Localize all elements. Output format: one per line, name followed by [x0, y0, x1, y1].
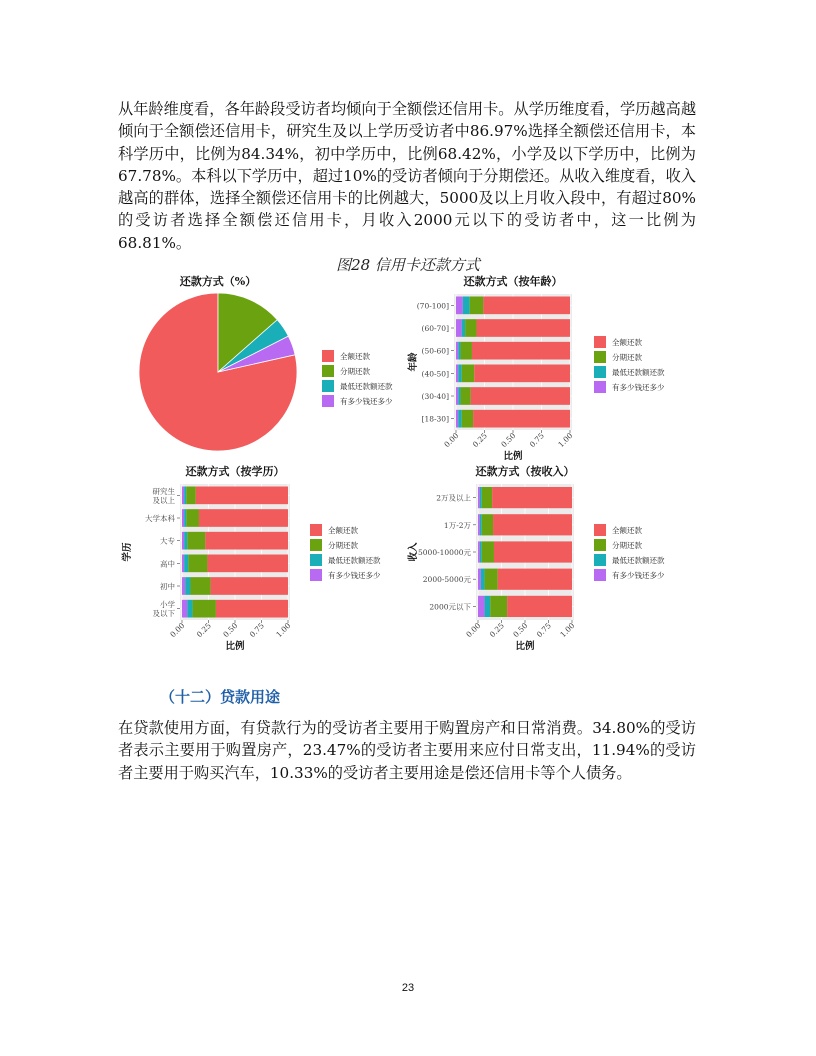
bar-segment: [462, 410, 473, 428]
bar-segment: [199, 509, 288, 527]
bar-segment: [470, 296, 484, 314]
x-tick-label: 1.00: [274, 621, 293, 640]
category-label: 大专: [160, 536, 175, 546]
bar-segment: [187, 532, 205, 550]
bar-segment: [458, 387, 460, 405]
bar-segment: [190, 577, 210, 595]
legend-swatch: [322, 350, 334, 362]
paragraph-age-education-income: 从年龄维度看，各年龄段受访者均倾向于全额偿还信用卡。从学历维度看，学历越高越倾向于全额偿还信用卡，研究生及以上学历受访者中86.97%选择全额偿还信用卡，本科学历中，比例为84.34%，初中学历中，比例68.42%，小学及以下学历中，比例为67.78%。本科以下学历中，超过10%的受访者倾向于分期偿还。从收入维度看，收入越高的群体，选择全额偿还信用卡的比例越大，5000及以上月收入段中，有超过80%的受访者选择全额偿还信用卡，月收入2000元以下的受访者中，这一比例为68.81%。: [118, 100, 696, 252]
category-label: 5000-10000元: [418, 548, 471, 557]
bar-segment: [485, 596, 491, 617]
age-stacked-bar-chart: [398, 272, 698, 462]
bar-segment: [462, 364, 475, 382]
legend-swatch: [594, 336, 606, 348]
bar-segment: [193, 600, 216, 618]
category-label: (70-100]: [416, 301, 449, 311]
bar-segment: [184, 554, 188, 572]
bar-segment: [185, 577, 190, 595]
y-axis-label: 年龄: [408, 352, 419, 372]
bar-segment: [480, 514, 482, 535]
bar-segment: [480, 541, 482, 562]
pie-chart: [120, 272, 410, 452]
bar-segment: [186, 486, 196, 504]
bar-segment: [182, 577, 185, 595]
category-label: 及以上: [152, 495, 175, 505]
bar-segment: [478, 541, 480, 562]
x-tick-label: 0.25: [470, 431, 489, 450]
category-label: 大学本科: [145, 514, 175, 523]
category-label: (50-60]: [421, 346, 449, 356]
bar-segment: [472, 342, 570, 360]
legend-label: 有多少钱还多少: [328, 571, 381, 580]
legend-label: 有多少钱还多少: [340, 397, 393, 406]
x-tick-label: 0.50: [221, 621, 240, 640]
bar-segment: [480, 487, 482, 508]
y-axis-label: 学历: [122, 542, 133, 562]
legend-swatch: [322, 380, 334, 392]
bar-segment: [461, 342, 472, 360]
legend-swatch: [594, 554, 606, 566]
bar-segment: [456, 364, 458, 382]
paragraph-loan-purpose: 在贷款使用方面，有贷款行为的受访者主要用于购置房产和日常消费。34.80%的受访者表示主要用于购置房产，23.47%的受访者主要用来应付日常支出，11.94%的受访者主要用于购买汽车，10.33%的受访者主要用途是偿还信用卡等个人债务。: [118, 719, 696, 782]
bar-segment: [182, 554, 184, 572]
legend-label: 最低还款额还款: [328, 556, 381, 565]
legend-label: 最低还款额还款: [612, 368, 665, 377]
x-tick-label: 0.00: [442, 431, 461, 450]
chart-title: 还款方式（按收入）: [475, 465, 575, 478]
bar-segment: [507, 596, 572, 617]
bar-segment: [478, 514, 480, 535]
legend-swatch: [594, 539, 606, 551]
category-label: (40-50]: [421, 369, 449, 379]
y-axis-label: 收入: [408, 542, 419, 562]
bar-segment: [494, 541, 572, 562]
x-tick-label: 0.75: [247, 621, 266, 640]
legend-swatch: [594, 381, 606, 393]
bar-segment: [465, 319, 476, 337]
figure-caption: 图28 信用卡还款方式: [336, 256, 480, 274]
legend-label: 全额还款: [612, 338, 642, 347]
legend-swatch: [310, 539, 322, 551]
x-tick-label: 1.00: [556, 431, 575, 450]
bar-segment: [461, 387, 471, 405]
bar-segment: [482, 487, 492, 508]
bar-segment: [187, 600, 192, 618]
bar-segment: [483, 296, 570, 314]
bar-segment: [463, 296, 470, 314]
legend-swatch: [310, 569, 322, 581]
legend-label: 分期还款: [340, 367, 370, 376]
category-label: 2000-5000元: [422, 575, 471, 585]
legend-swatch: [594, 351, 606, 363]
x-axis-label: 比例: [503, 451, 523, 462]
bar-segment: [458, 364, 461, 382]
bar-segment: [474, 364, 570, 382]
bar-segment: [485, 569, 498, 590]
legend-label: 最低还款额还款: [612, 556, 665, 565]
category-label: (60-70]: [421, 324, 449, 333]
bar-segment: [492, 487, 572, 508]
bar-segment: [196, 486, 288, 504]
x-tick-label: 0.50: [499, 431, 518, 450]
bar-segment: [482, 514, 493, 535]
legend-swatch: [322, 365, 334, 377]
chart-title: 还款方式（按年龄）: [463, 275, 563, 288]
income-stacked-bar-chart: [398, 462, 698, 652]
x-tick-label: 0.75: [534, 621, 553, 640]
bar-segment: [478, 569, 481, 590]
bar-segment: [473, 410, 570, 428]
x-axis-label: 比例: [225, 641, 245, 652]
bar-segment: [205, 532, 288, 550]
x-tick-label: 0.00: [168, 621, 187, 640]
bar-segment: [478, 596, 485, 617]
legend-label: 最低还款额还款: [340, 382, 393, 391]
legend-label: 全额还款: [328, 526, 358, 535]
bar-segment: [184, 486, 186, 504]
income-chart-panel: [398, 462, 698, 652]
x-tick-label: 0.50: [511, 621, 530, 640]
legend-swatch: [594, 569, 606, 581]
category-label: (30-40]: [421, 392, 449, 401]
x-axis-label: 比例: [515, 641, 535, 652]
legend-swatch: [594, 524, 606, 536]
category-label: [18-30]: [421, 414, 449, 424]
bar-segment: [481, 569, 485, 590]
legend-label: 有多少钱还多少: [612, 383, 665, 392]
bar-segment: [182, 509, 184, 527]
bar-segment: [478, 487, 480, 508]
bar-segment: [471, 387, 570, 405]
legend-swatch: [310, 524, 322, 536]
education-chart-panel: [112, 462, 412, 652]
bar-segment: [490, 596, 507, 617]
age-chart-panel: [398, 272, 698, 462]
education-stacked-bar-chart: [112, 462, 412, 652]
legend-swatch: [310, 554, 322, 566]
bar-segment: [477, 319, 570, 337]
bar-segment: [184, 509, 186, 527]
bar-segment: [456, 342, 458, 360]
bar-segment: [456, 319, 462, 337]
bar-segment: [458, 342, 460, 360]
category-label: 1万-2万: [443, 520, 471, 530]
bar-segment: [211, 577, 288, 595]
section-heading-loan-purpose: （十二）贷款用途: [160, 688, 281, 706]
x-tick-label: 0.25: [194, 621, 213, 640]
category-label: 初中: [160, 582, 175, 591]
bar-segment: [493, 514, 572, 535]
pie-chart-panel: [120, 272, 410, 452]
chart-title: 还款方式（按学历）: [185, 465, 285, 478]
chart-title: 还款方式（%）: [179, 275, 257, 288]
category-label: 小学: [160, 600, 175, 610]
bar-segment: [182, 532, 184, 550]
bar-segment: [498, 569, 572, 590]
category-label: 高中: [160, 559, 175, 569]
legend-label: 有多少钱还多少: [612, 571, 665, 580]
x-tick-label: 0.75: [527, 431, 546, 450]
legend-label: 全额还款: [340, 352, 370, 361]
category-label: 2万及以上: [436, 493, 471, 503]
category-label: 2000元以下: [429, 602, 471, 612]
legend-swatch: [322, 395, 334, 407]
bar-segment: [216, 600, 288, 618]
bar-segment: [458, 410, 461, 428]
bar-segment: [207, 554, 288, 572]
x-tick-label: 0.25: [487, 621, 506, 640]
legend-label: 分期还款: [328, 541, 358, 550]
category-label: 及以下: [152, 609, 175, 619]
bar-segment: [188, 554, 207, 572]
category-label: 研究生: [152, 486, 175, 496]
bar-segment: [184, 532, 187, 550]
page-number: 23: [401, 982, 415, 994]
bar-segment: [182, 486, 184, 504]
legend-swatch: [594, 366, 606, 378]
legend-label: 分期还款: [612, 353, 642, 362]
bar-segment: [182, 600, 187, 618]
bar-segment: [456, 296, 463, 314]
bar-segment: [462, 319, 465, 337]
x-tick-label: 1.00: [558, 621, 577, 640]
bar-segment: [482, 541, 494, 562]
legend-label: 分期还款: [612, 541, 642, 550]
x-tick-label: 0.00: [464, 621, 483, 640]
bar-segment: [186, 509, 199, 527]
legend-label: 全额还款: [612, 526, 642, 535]
bar-segment: [456, 387, 458, 405]
bar-segment: [456, 410, 458, 428]
